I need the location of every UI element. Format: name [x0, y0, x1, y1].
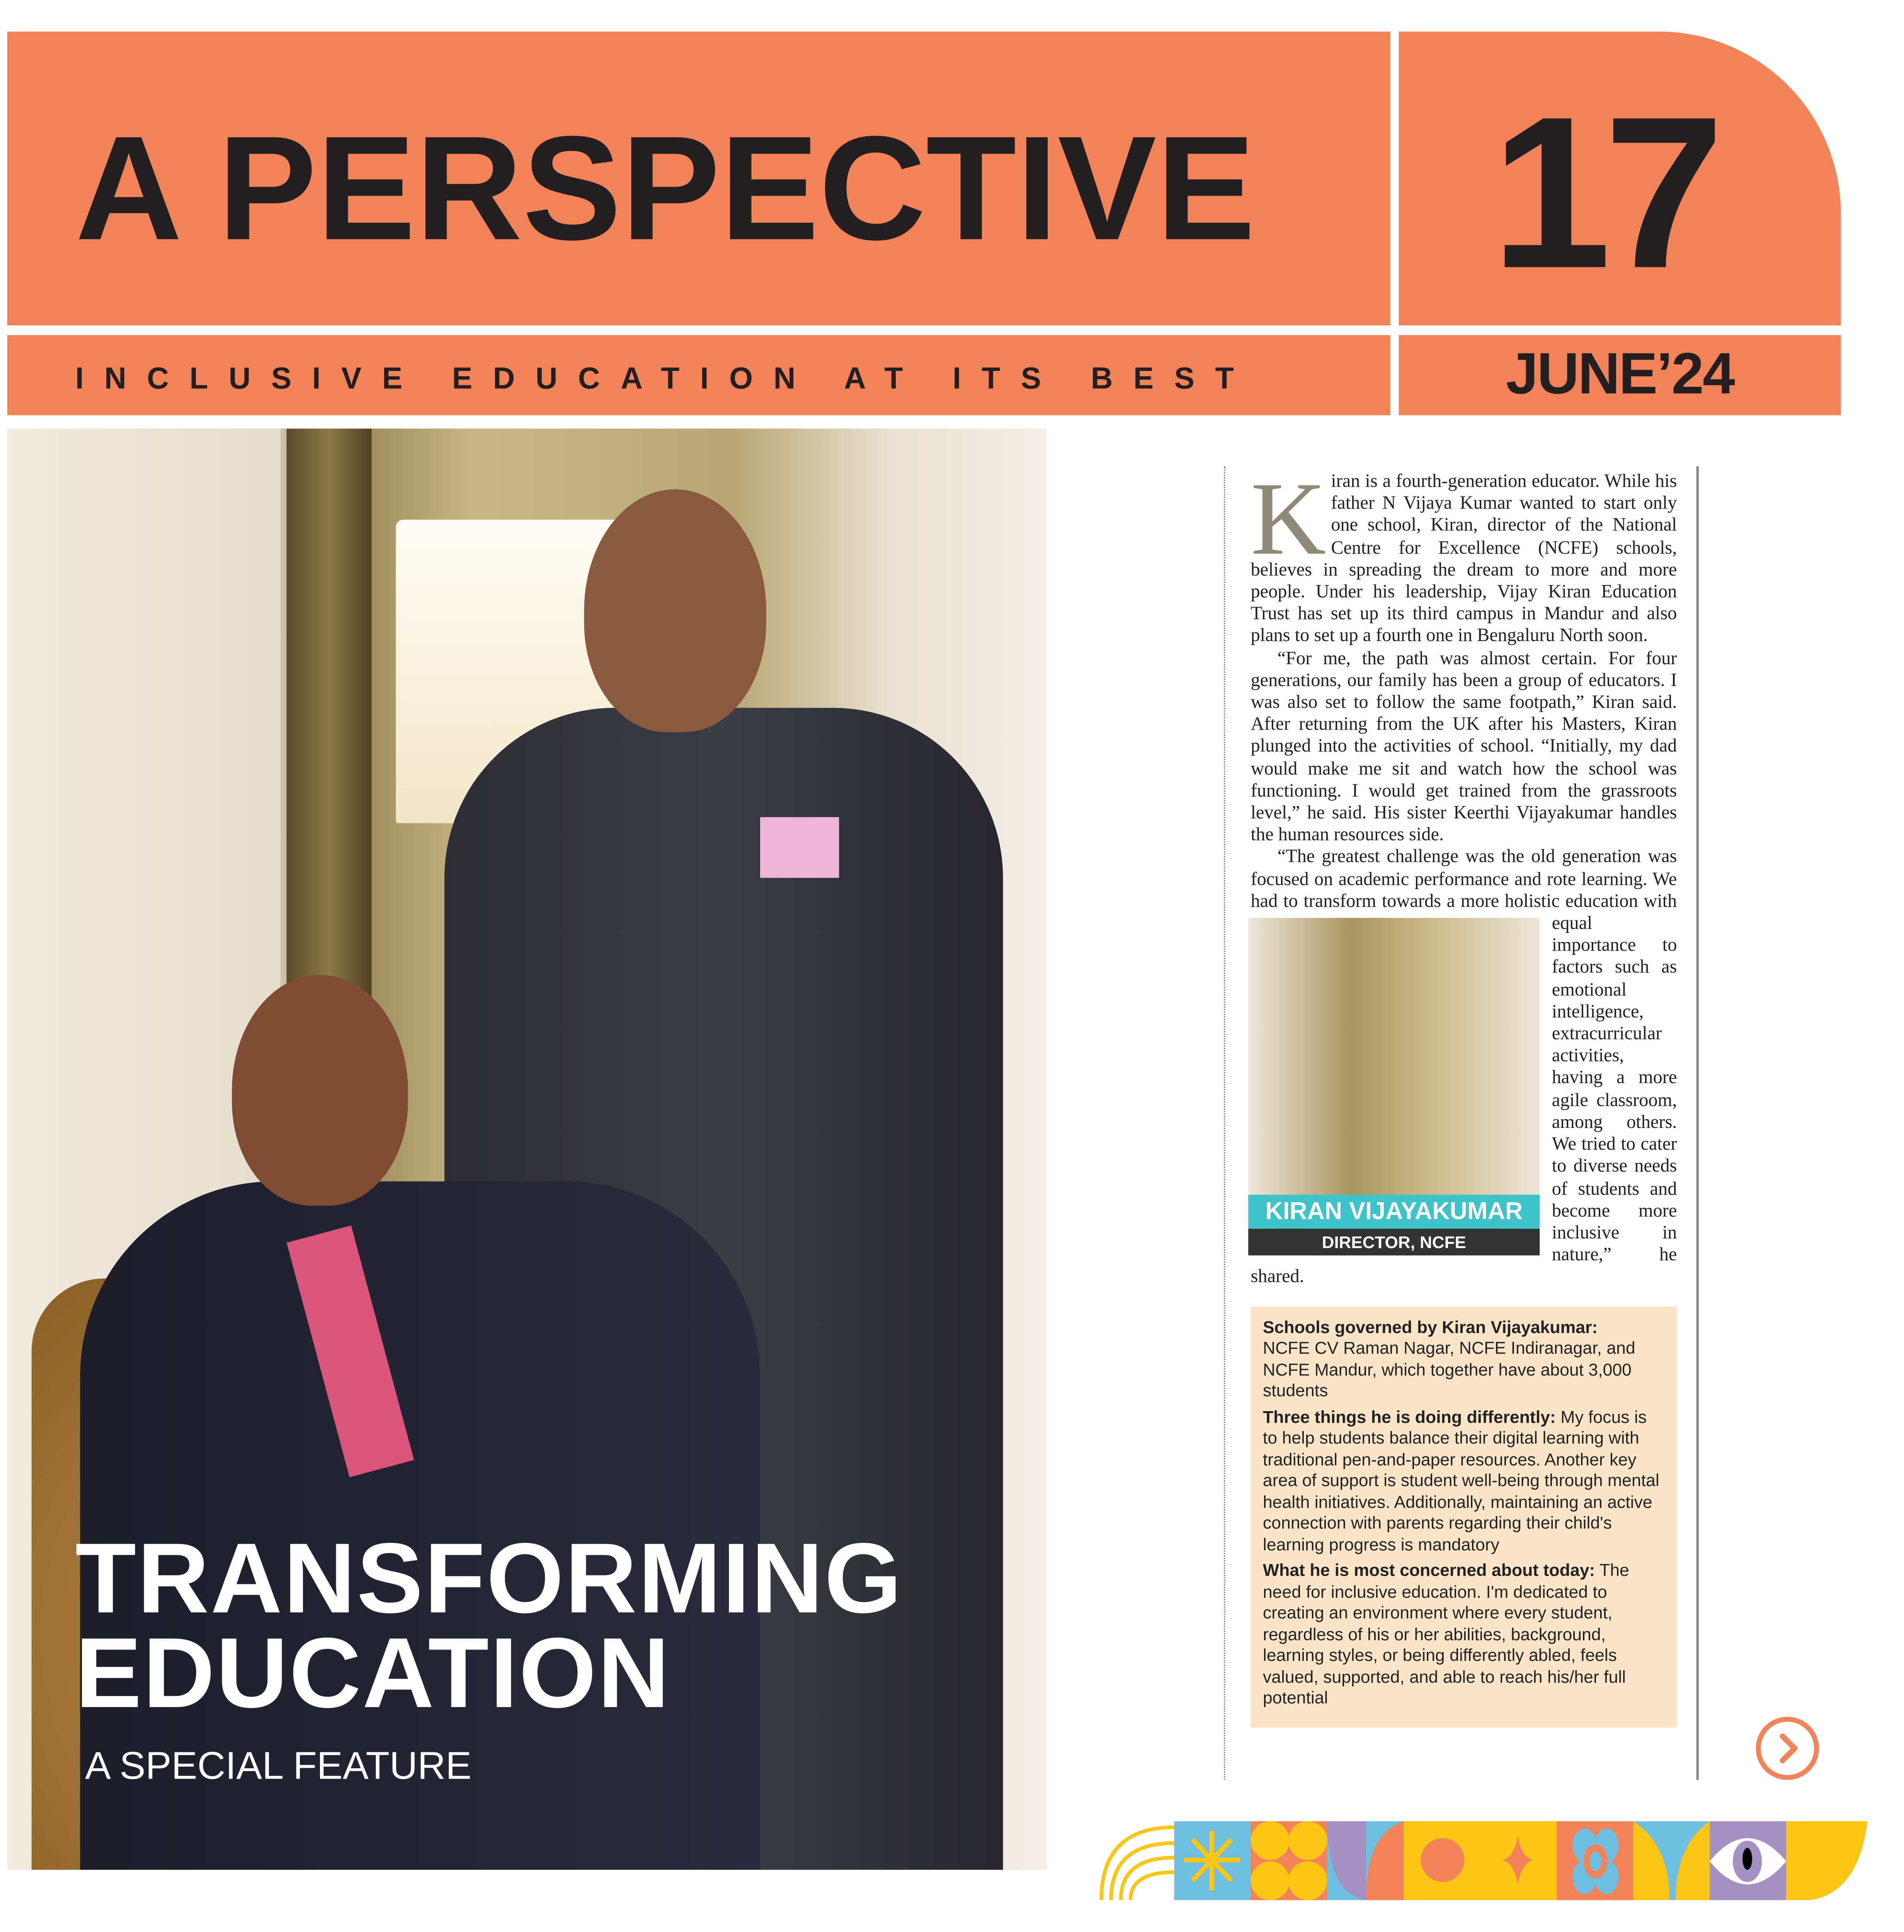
issue-number: 17 — [1491, 71, 1717, 313]
fact-schools — [1263, 1318, 1665, 1403]
chevron-right-icon — [1761, 1722, 1814, 1775]
paragraph-3-wrap: holistic education with equal importance to factors such as emotional intelligence, extracurricular activities, having a more agile classroom, among others. We tried to cater to diverse needs of students and become more inclusive in nature,” he shared. — [1251, 891, 1677, 1287]
feature-headline — [75, 1524, 903, 1729]
inset-photo — [1248, 918, 1540, 1256]
paragraph-1 — [1251, 460, 1677, 648]
rainbow-arcs-icon — [1101, 1827, 1174, 1900]
decorative-pattern-strip — [1099, 1821, 1868, 1900]
inset-caption-role: DIRECTOR, NCFE — [1248, 1229, 1540, 1255]
fact-label: Three things he is doing differently: — [1263, 1408, 1556, 1427]
fact-differently — [1263, 1408, 1665, 1556]
circle-icon — [1421, 1838, 1464, 1882]
issue-date: JUNE’24 — [1506, 342, 1734, 407]
fact-text: The need for inclusive education. I'm dedicated to creating an environment where every student, regardless of his or her abilities, background, learning styles, or being differently abled, feels valued, supported, and able to reach his/her full potential — [1263, 1561, 1629, 1709]
headline-line-1: TRANSFORMING — [75, 1524, 903, 1634]
inset-caption-name: KIRAN VIJAYAKUMAR — [1248, 1195, 1540, 1229]
standing-man-face — [584, 489, 766, 732]
fact-text: NCFE CV Raman Nagar, NCFE Indiranagar, and NCFE Mandur, which together have about 3,000 students — [1263, 1339, 1635, 1401]
drop-cap: K — [1251, 460, 1326, 577]
seated-man-face — [232, 975, 408, 1206]
paragraph-1-text: iran is a fourth-generation educator. While his father N Vijaya Kumar wanted to start only one school, Kiran, director of the National Centre for Excellence (NCFE) schools, believes in spreading the dream to more and more people. Under his leadership, Vijay Kiran Education Trust has set up its third campus in Mandur and also plans to set up a fourth one in Bengaluru North soon. — [1251, 471, 1677, 646]
facts-box — [1251, 1306, 1677, 1727]
article-column — [1224, 460, 1699, 1780]
fact-label: Schools governed by Kiran Vijayakumar: — [1263, 1318, 1598, 1338]
paragraph-3-text: “The greatest challenge was the old generation was focused on academic performance and rote learning. We had to transform towards a more — [1251, 847, 1677, 912]
next-page-button[interactable] — [1756, 1717, 1819, 1780]
fact-text: My focus is to help students balance their digital learning with traditional pen-and-paper resources. Another key area of support is student well-being through mental health initiatives. Additionally, maintaining an active connection with parents regarding their child's learning progress is mandatory — [1263, 1408, 1659, 1555]
paragraph-2: “For me, the path was almost certain. For four generations, our family has been a group of educators. I was also set to follow the same footpath,” Kiran said. After returning from the UK after his Masters, Kiran plunged into the activities of school. “Initially, my dad would make me sit and watch how the school was functioning. I would get trained from the grassroots level,” he said. His sister Keerthi Vijayakumar handles the human resources side. — [1251, 648, 1677, 845]
tagline: INCLUSIVE EDUCATION AT ITS BEST — [75, 362, 1254, 396]
fact-concern — [1263, 1561, 1665, 1710]
feature-subtitle: A SPECIAL FEATURE — [85, 1743, 472, 1787]
page-title: A PERSPECTIVE — [75, 105, 1256, 271]
article-body — [1251, 460, 1677, 1289]
pocket-square — [760, 817, 839, 878]
fact-label: What he is most concerned about today: — [1263, 1561, 1595, 1581]
headline-line-2: EDUCATION — [75, 1618, 671, 1729]
paragraph-3 — [1251, 847, 1677, 1289]
